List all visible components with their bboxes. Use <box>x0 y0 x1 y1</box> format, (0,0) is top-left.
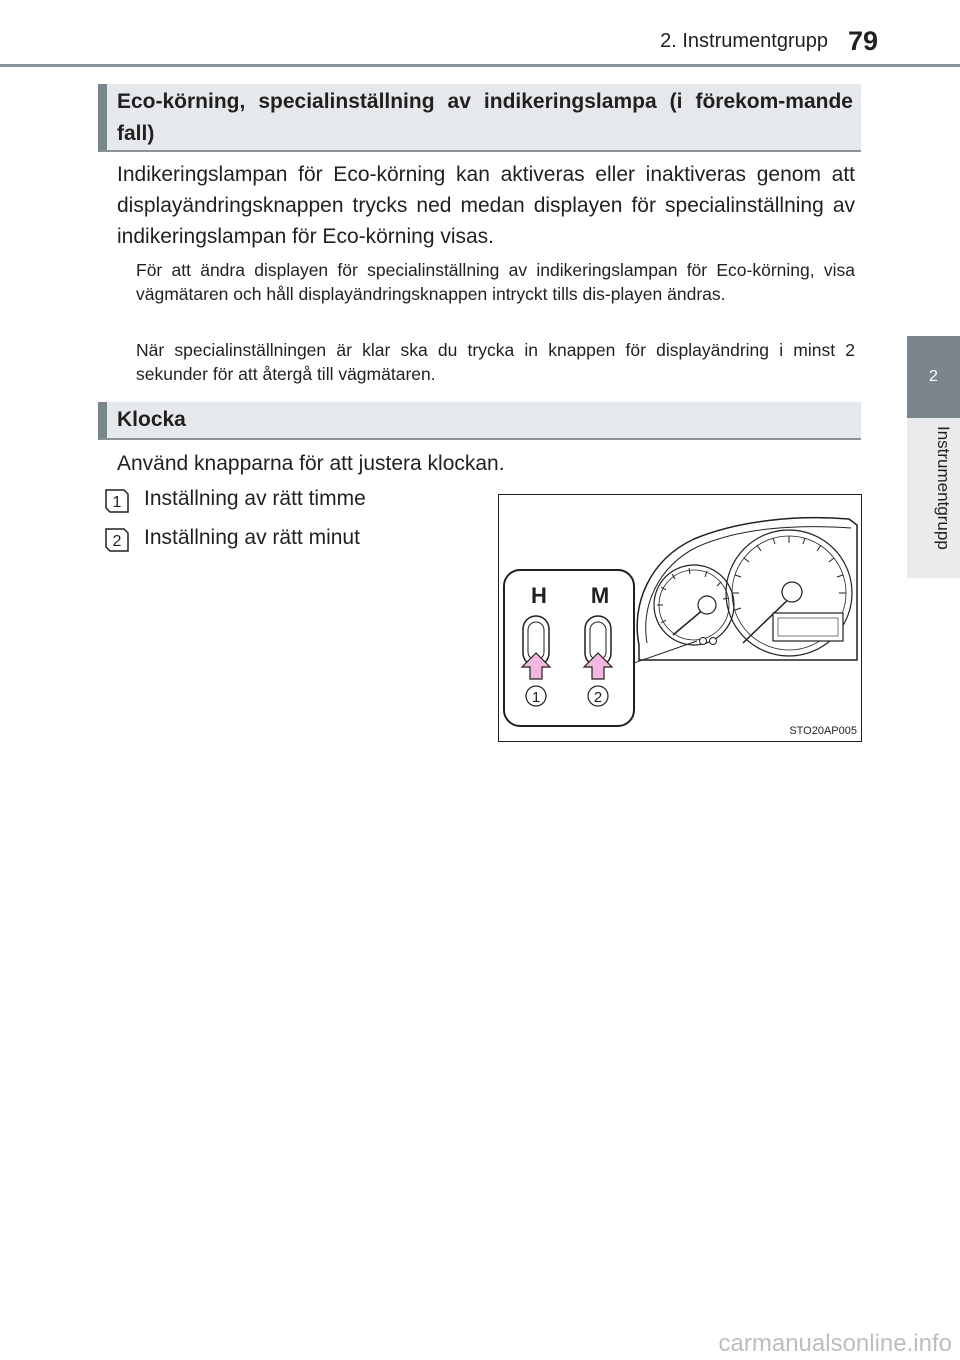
figure-code: STO20AP005 <box>789 725 857 737</box>
button-h-label: H <box>531 583 547 608</box>
callout-badge-1-number: 1 <box>112 494 122 511</box>
page-number: 79 <box>848 26 879 56</box>
list-item-label: Inställning av rätt minut <box>144 526 360 549</box>
chapter-title: 2. Instrumentgrupp <box>660 30 828 52</box>
eco-note-1: För att ändra displayen för specialinställning av indikeringslampan för Eco-körning, visa vägmätaren och håll displayändringsknappen intryckt tills dis-playen ändras. <box>136 260 855 304</box>
callout-badge-1-icon <box>104 488 130 514</box>
watermark: carmanualsonline.info <box>718 1330 952 1357</box>
eco-note-2: När specialinställningen är klar ska du trycka in knappen för displayändring i minst 2 sekunder för att återgå till vägmätaren. <box>136 340 855 384</box>
clock-body-text: Använd knapparna för att justera klockan. <box>117 452 505 475</box>
callout-badge-2-icon <box>104 527 130 553</box>
button-m-label: M <box>590 583 610 608</box>
instrument-cluster-illustration <box>499 495 860 740</box>
section-heading-clock: Klocka <box>98 402 861 440</box>
callout-1-number: 1 <box>531 689 541 706</box>
side-tab-label: Instrumentgrupp <box>934 426 953 550</box>
callout-badge-2-number: 2 <box>112 533 122 550</box>
header-divider <box>0 64 960 67</box>
list-item-label: Inställning av rätt timme <box>144 487 366 510</box>
eco-body-text: Indikeringslampan för Eco-körning kan aktiveras eller inaktiveras genom att displayändringsknappen trycks ned medan displayen för specialinställning av indikeringslampan för Eco-körning visas. <box>117 163 855 248</box>
side-tab-chapter-number[interactable]: 2 <box>907 336 960 418</box>
instrument-cluster-figure <box>498 494 862 742</box>
side-tab-chapter[interactable] <box>907 418 960 578</box>
callout-2-number: 2 <box>593 689 603 706</box>
section-heading-eco: Eco-körning, specialinställning av indikeringslampa (i förekom-mande fall) <box>98 84 861 152</box>
